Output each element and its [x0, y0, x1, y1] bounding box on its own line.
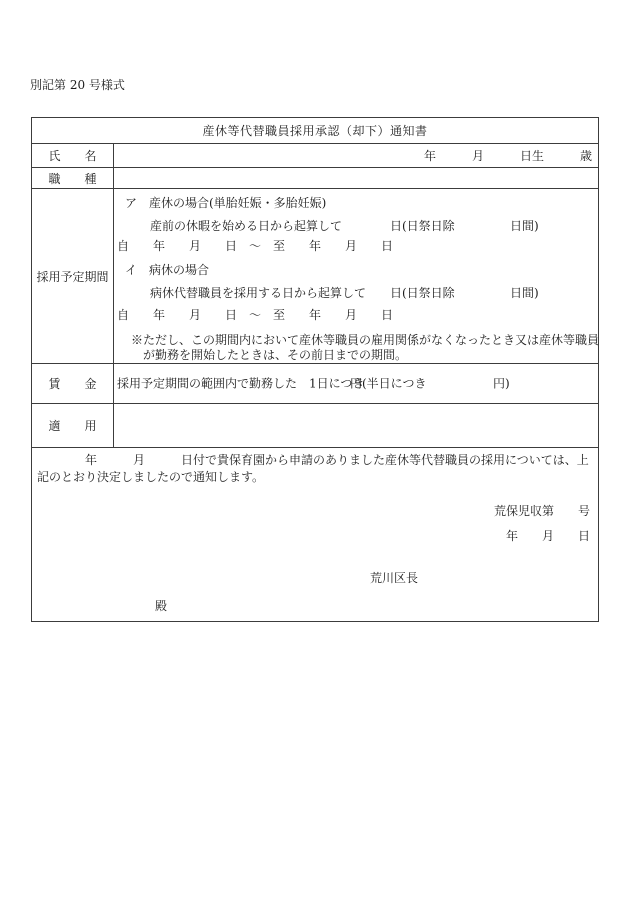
wage-value-field	[114, 364, 598, 403]
wage-unit-end: 円)	[493, 376, 510, 390]
document-number-line: 荒保児収第 号	[493, 504, 590, 518]
maternity-start-line: 産前の休暇を始める日から起算して	[150, 219, 343, 233]
maternity-case-heading: ア 産休の場合(単胎妊娠・多胎妊娠)	[125, 196, 327, 210]
maternity-days-label: 日(日祭日除	[390, 219, 455, 233]
sick-case-heading: イ 病休の場合	[125, 263, 210, 277]
sick-days-suffix: 日間)	[510, 286, 539, 300]
notice-form-table	[31, 117, 599, 622]
period-detail-field	[114, 189, 598, 363]
name-label: 氏 名	[32, 144, 114, 167]
period-note-line1: ※ただし、この期間内において産休等職員の雇用関係がなくなったとき又は産休等職員	[131, 333, 600, 347]
name-row	[32, 144, 598, 168]
job-value-field	[114, 168, 598, 188]
issuer-name: 荒川区長	[370, 571, 419, 585]
addressee-honorific: 殿	[155, 599, 168, 613]
wage-unit-mid: 円(半日につき	[350, 376, 427, 390]
maternity-date-range-line: 自 年 月 日 ～ 至 年 月 日	[117, 239, 394, 253]
birth-date-labels: 年 月 日生 歳	[423, 149, 592, 163]
form-title-row	[32, 118, 598, 144]
wage-row	[32, 364, 598, 404]
period-row	[32, 189, 598, 364]
wage-text: 採用予定期間の範囲内で勤務した 1日につき	[117, 376, 365, 390]
sick-days-label: 日(日祭日除	[390, 286, 455, 300]
job-label: 職 種	[32, 168, 114, 188]
maternity-days-suffix: 日間)	[510, 219, 539, 233]
name-value-field	[114, 144, 598, 167]
job-row	[32, 168, 598, 189]
application-label: 適 用	[32, 404, 114, 447]
notice-footer-section	[32, 448, 598, 621]
application-row	[32, 404, 598, 448]
wage-label: 賃 金	[32, 364, 114, 403]
period-note-line2: が勤務を開始したときは、その前日までの期間。	[143, 348, 408, 362]
form-code-label: 別記第 20 号様式	[30, 78, 125, 92]
form-title: 産休等代替職員採用承認（却下）通知書	[202, 124, 428, 138]
sick-date-range-line: 自 年 月 日 ～ 至 年 月 日	[117, 308, 394, 322]
sick-start-line: 病休代替職員を採用する日から起算して	[150, 286, 367, 300]
period-label: 採用予定期間	[32, 189, 114, 363]
notice-body-paragraph: 年 月 日付で貴保育園から申請のありました産休等代替職員の採用については、上記のとおり決定しましたので通知します。	[37, 453, 589, 484]
application-value-field	[114, 404, 598, 447]
issue-date-line: 年 月 日	[505, 529, 590, 543]
